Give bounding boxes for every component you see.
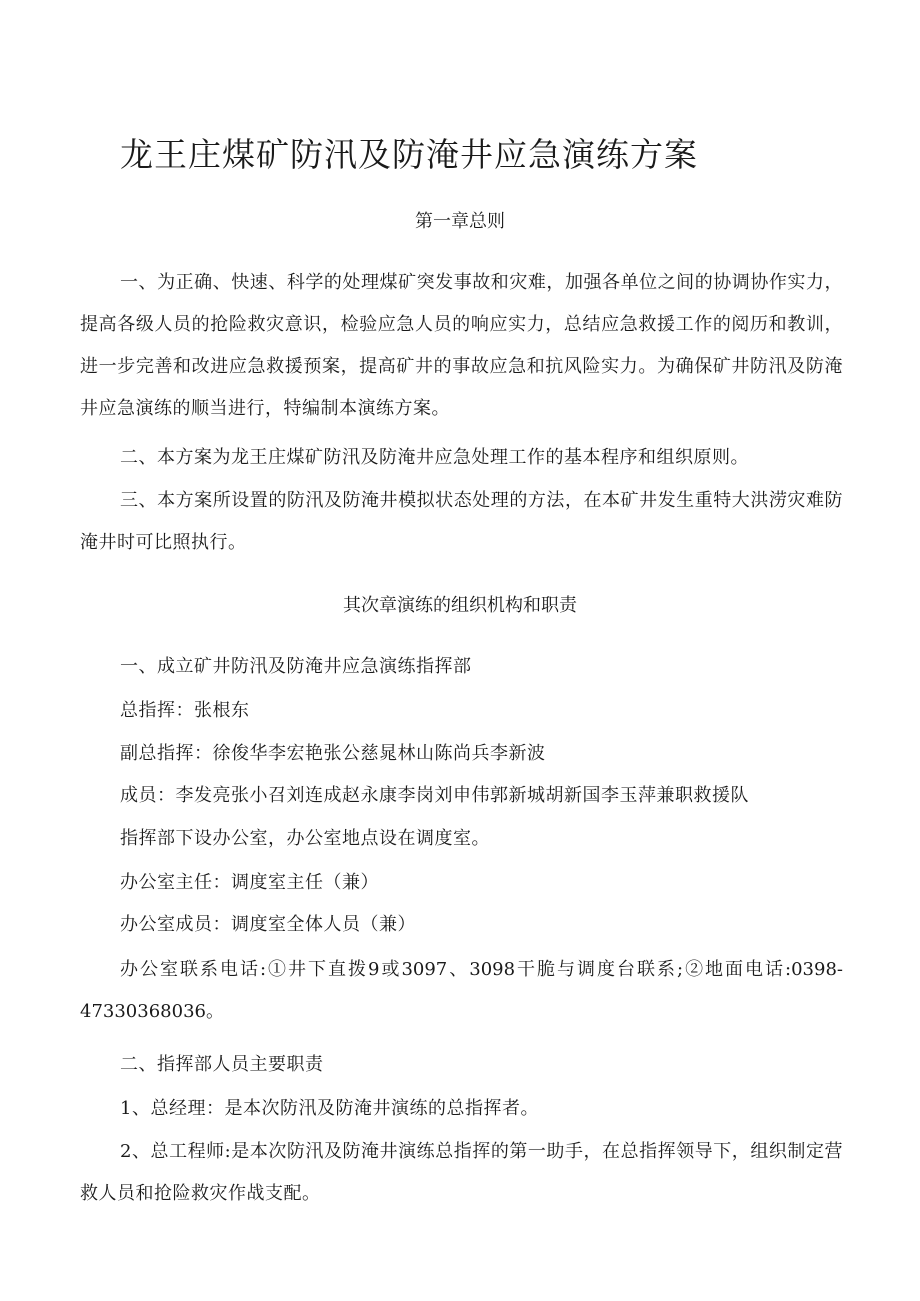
members-line: 成员：李发亮张小召刘连成赵永康李岗刘申伟郭新城胡新国李玉萍兼职救援队 xyxy=(120,785,749,806)
office-setup-line: 指挥部下设办公室，办公室地点设在调度室。 xyxy=(120,828,490,849)
chapter-1-paragraph-1: 一、为正确、快速、科学的处理煤矿突发事故和灾难，加强各单位之间的协调协作实力，提高各级人员的抢险救灾意识，检验应急人员的响应实力，总结应急救援工作的阅历和教训，进一步完善和改进应急救援预案，提高矿井的事故应急和抗风险实力。为确保矿井防汛及防淹井应急演练的顺当进行，特编制本演练方案。 xyxy=(80,272,843,419)
office-director-line: 办公室主任：调度室主任（兼） xyxy=(120,872,379,893)
section-2-title: 二、指挥部人员主要职责 xyxy=(120,1054,324,1075)
chapter-1-paragraph-3: 三、本方案所设置的防汛及防淹井模拟状态处理的方法，在本矿井发生重特大洪涝灾难防淹井时可比照执行。 xyxy=(80,490,843,553)
chapter-1-heading: 第一章总则 xyxy=(415,211,505,232)
commander-line: 总指挥：张根东 xyxy=(120,700,250,721)
deputy-commander-line: 副总指挥：徐俊华李宏艳张公慈晁林山陈尚兵李新波 xyxy=(120,743,546,764)
duty-1-line: 1、总经理：是本次防汛及防淹井演练的总指挥者。 xyxy=(120,1098,539,1119)
chapter-1-paragraph-2: 二、本方案为龙王庄煤矿防汛及防淹井应急处理工作的基本程序和组织原则。 xyxy=(120,447,749,468)
duty-2-paragraph: 2、总工程师:是本次防汛及防淹井演练总指挥的第一助手，在总指挥领导下，组织制定营救人员和抢险救灾作战支配。 xyxy=(80,1141,843,1204)
office-phone-paragraph: 办公室联系电话:①井下直拨9或3097、3098干脆与调度台联系;②地面电话:0398-47330368036。 xyxy=(80,959,843,1022)
document-title: 龙王庄煤矿防汛及防淹井应急演练方案 xyxy=(120,135,698,174)
office-members-line: 办公室成员：调度室全体人员（兼） xyxy=(120,914,416,935)
chapter-2-heading: 其次章演练的组织机构和职责 xyxy=(343,595,577,616)
section-1-title: 一、成立矿井防汛及防淹井应急演练指挥部 xyxy=(120,656,472,677)
